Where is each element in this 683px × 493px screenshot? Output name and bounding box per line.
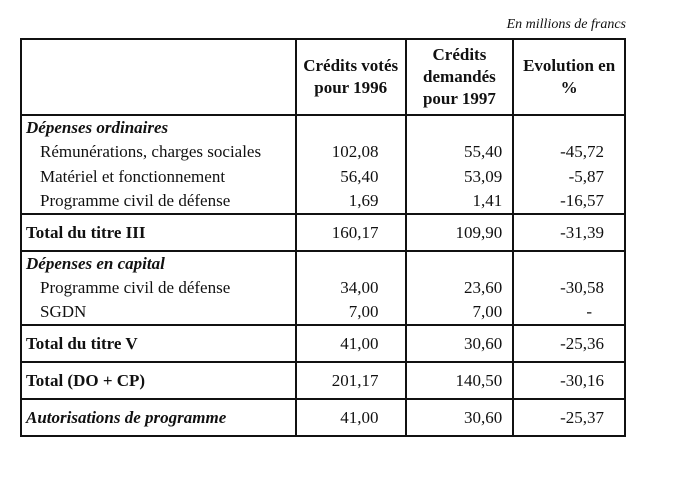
header-label [21, 39, 296, 115]
cell-evolution: -25,37 [513, 399, 625, 436]
section-row [21, 115, 625, 139]
row-label: Autorisations de programme [21, 399, 296, 436]
row-label: Rémunérations, charges sociales [21, 139, 296, 164]
section-title: Dépenses en capital [21, 251, 296, 275]
table-row [21, 164, 625, 189]
row-label: SGDN [21, 300, 296, 325]
table-row [21, 300, 625, 325]
cell-1996: 34,00 [296, 275, 406, 300]
cell-1997: 23,60 [406, 275, 514, 300]
table-caption: En millions de francs [506, 17, 626, 32]
row-label: Programme civil de défense [21, 275, 296, 300]
cell-evolution: -5,87 [513, 164, 625, 189]
budget-table [20, 38, 626, 437]
cell-1996: 160,17 [296, 214, 406, 251]
cell-evolution: -30,58 [513, 275, 625, 300]
cell-evolution: -25,36 [513, 325, 625, 362]
cell-1997: 30,60 [406, 399, 514, 436]
cell-1996: 1,69 [296, 189, 406, 214]
cell-1997: 55,40 [406, 139, 514, 164]
cell-1997: 109,90 [406, 214, 514, 251]
cell-1996: 201,17 [296, 362, 406, 399]
cell-1997: 1,41 [406, 189, 514, 214]
cell-1996: 7,00 [296, 300, 406, 325]
cell-1997: 30,60 [406, 325, 514, 362]
row-label: Total du titre III [21, 214, 296, 251]
header-credits-1997: Crédits demandés pour 1997 [406, 39, 514, 115]
cell-1996: 41,00 [296, 399, 406, 436]
total-row [21, 362, 625, 399]
cell-evolution: -16,57 [513, 189, 625, 214]
cell-1997: 140,50 [406, 362, 514, 399]
cell-1996: 102,08 [296, 139, 406, 164]
table-row [21, 139, 625, 164]
row-label: Matériel et fonctionnement [21, 164, 296, 189]
cell-1996: 41,00 [296, 325, 406, 362]
table-row [21, 189, 625, 214]
cell-1997: 7,00 [406, 300, 514, 325]
total-row [21, 325, 625, 362]
cell-evolution: -30,16 [513, 362, 625, 399]
section-row [21, 251, 625, 275]
table-row [21, 275, 625, 300]
row-label: Total (DO + CP) [21, 362, 296, 399]
header-evolution: Evolution en % [513, 39, 625, 115]
row-label: Total du titre V [21, 325, 296, 362]
cell-1997: 53,09 [406, 164, 514, 189]
cell-evolution: -45,72 [513, 139, 625, 164]
section-title: Dépenses ordinaires [21, 115, 296, 139]
total-row [21, 399, 625, 436]
row-label: Programme civil de défense [21, 189, 296, 214]
cell-evolution: - [513, 300, 625, 325]
cell-evolution: -31,39 [513, 214, 625, 251]
header-credits-1996: Crédits votés pour 1996 [296, 39, 406, 115]
total-row [21, 214, 625, 251]
cell-1996: 56,40 [296, 164, 406, 189]
